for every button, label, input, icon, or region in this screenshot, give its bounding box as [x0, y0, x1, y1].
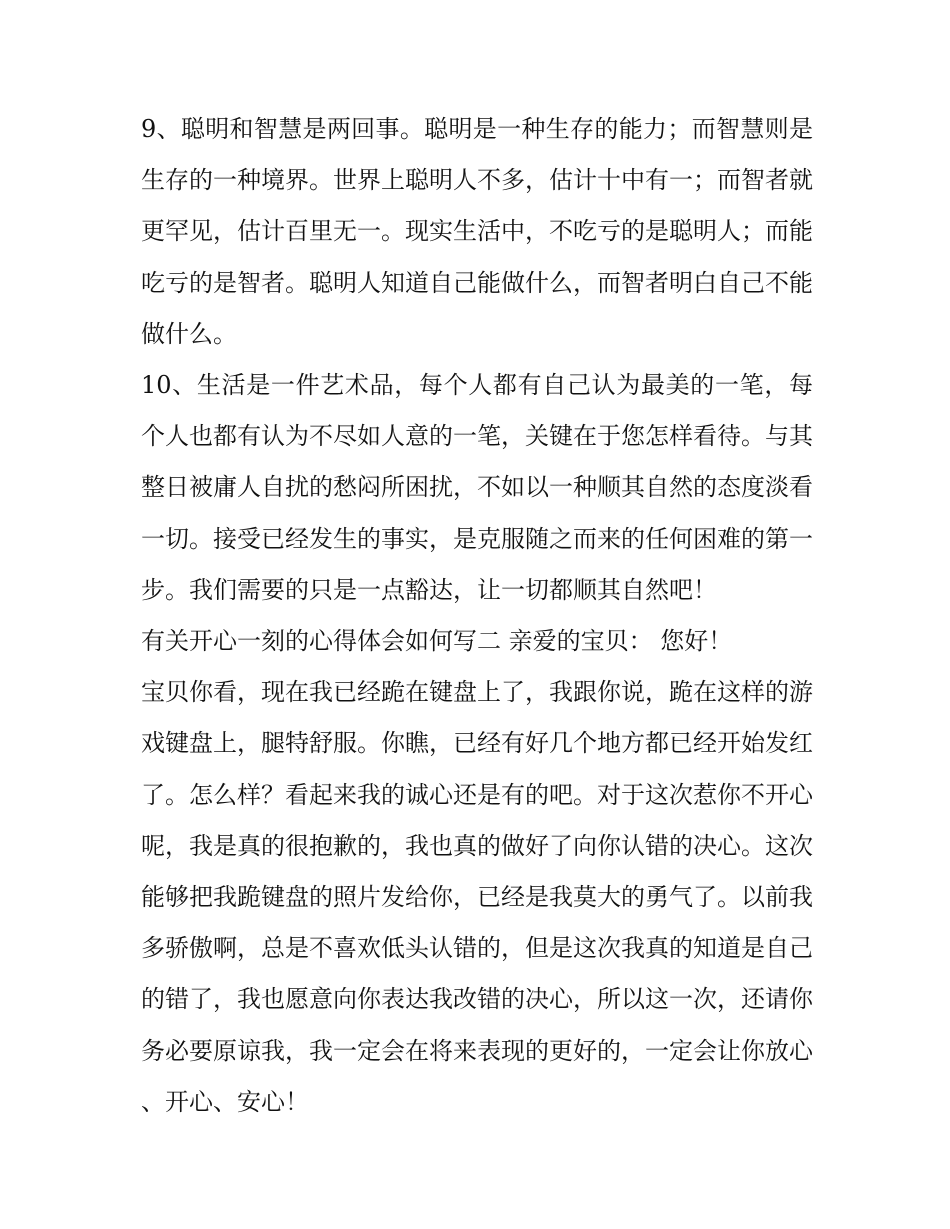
document-body [141, 104, 813, 1128]
paragraph-9: 9、聪明和智慧是两回事。聪明是一种生存的能力；而智慧则是生存的一种境界。世界上聪明人不多，估计十中有一；而智者就更罕见，估计百里无一。现实生活中，不吃亏的是聪明人；而能吃亏的是智者。聪明人知道自己能做什么，而智者明白自己不能做什么。 [141, 115, 813, 348]
letter-paragraph: 宝贝你看，现在我已经跪在键盘上了，我跟你说，跪在这样的游戏键盘上，腿特舒服。你瞧，已经有好几个地方都已经开始发红了。怎么样？看起来我的诚心还是有的吧。对于这次惹你不开心呢，我是真的很抱歉的，我也真的做好了向你认错的决心。这次能够把我跪键盘的照片发给你，已经是我莫大的勇气了。以前我多骄傲啊，总是不喜欢低头认错的，但是这次我真的知道是自己的错了，我也愿意向你表达我改错的决心，所以这一次，还请你务必要原谅我，我一定会在将来表现的更好的，一定会让你放心、开心、安心！ [141, 678, 813, 1116]
section-heading-line: 有关开心一刻的心得体会如何写二 亲爱的宝贝： 您好！ [141, 627, 733, 656]
paragraph-10: 10、生活是一件艺术品，每个人都有自己认为最美的一笔，每个人也都有认为不尽如人意的一笔，关键在于您怎样看待。与其整日被庸人自扰的愁闷所困扰，不如以一种顺其自然的态度淡看一切。接受已经发生的事实，是克服随之而来的任何困难的第一步。我们需要的只是一点豁达，让一切都顺其自然吧！ [141, 371, 813, 604]
